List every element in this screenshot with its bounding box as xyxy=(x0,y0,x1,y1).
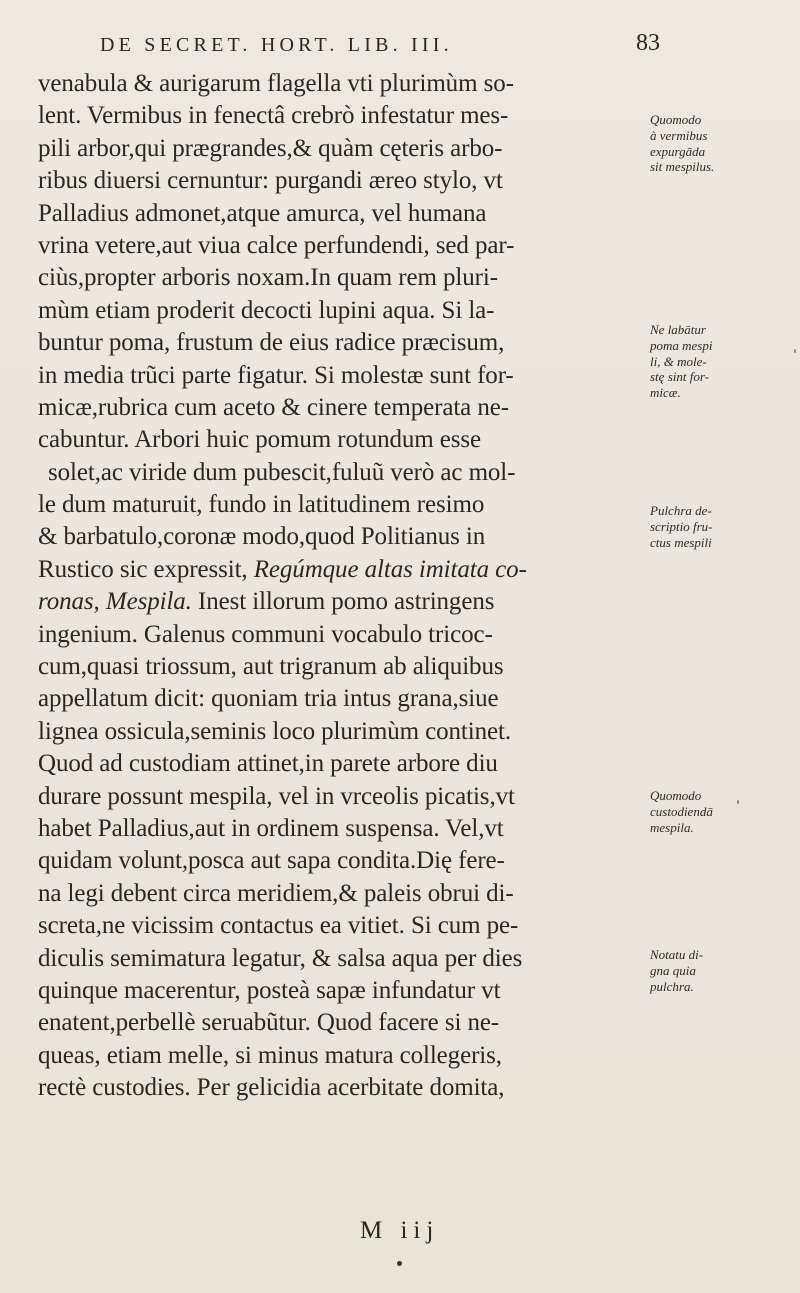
text-line: in media trũci parte figatur. Si molestæ sunt for- xyxy=(38,361,514,389)
text-line: screta,ne vicissim contactus ea vitiet. Si cum pe- xyxy=(38,912,519,940)
text-line: diculis semimatura legatur, & salsa aqua per dies xyxy=(38,944,523,972)
text-line: quidam volunt,posca aut sapa condita.Dię fere- xyxy=(38,847,505,875)
marginal-note xyxy=(650,503,790,550)
text-line: ciùs,propter arboris noxam.In quam rem pluri- xyxy=(38,264,498,292)
text-line: habet Palladius,aut in ordinem suspensa. Vel,vt xyxy=(38,814,504,842)
margin-line: poma mespi xyxy=(650,337,713,353)
text-line: mùm etiam proderit decocti lupini aqua. Si la- xyxy=(38,296,495,324)
margin-line: à vermibus xyxy=(650,127,708,143)
quoted-verse: Mespila. xyxy=(105,588,192,616)
margin-line: Ne labātur xyxy=(650,322,706,337)
signature-mark: M iij xyxy=(360,1217,440,1244)
text-line: enatent,perbellè seruabũtur. Quod facere si ne- xyxy=(38,1009,500,1037)
text-line: lent. Vermibus in fenectâ crebrò infestatur mes- xyxy=(38,102,509,130)
text-line-with-quote xyxy=(38,586,634,618)
text-segment: Rustico sic expressit, xyxy=(38,555,254,583)
text-line: ingenium. Galenus communi vocabulo tricoc- xyxy=(38,620,493,648)
margin-line: sit mespilus. xyxy=(650,159,715,175)
quoted-verse: ronas, xyxy=(38,588,106,616)
text-line: rectè custodies. Per gelicidia acerbitate domita, xyxy=(38,1074,505,1102)
text-segment: Inest illorum pomo astringens xyxy=(191,588,495,616)
margin-line: Notatu di- xyxy=(650,947,704,962)
text-line: ribus diuersi cernuntur: purgandi æreo stylo, vt xyxy=(38,167,503,195)
margin-line: stę sint for- xyxy=(650,369,709,385)
main-text xyxy=(38,68,634,1105)
text-line: solet,ac viride dum pubescit,fuluũ verò ac mol- xyxy=(48,458,516,486)
margin-line: scriptio fru- xyxy=(650,518,713,534)
text-line: Palladius admonet,atque amurca, vel humana xyxy=(38,199,487,227)
quoted-verse: Regúmque altas imitata co- xyxy=(253,555,527,583)
margin-line: ctus mespili xyxy=(650,534,712,550)
paper-speck xyxy=(737,800,739,804)
marginal-note xyxy=(650,947,790,994)
page-number: 83 xyxy=(636,30,660,56)
paper-speck xyxy=(794,349,796,353)
running-title: DE SECRET. HORT. LIB. III. xyxy=(100,34,453,56)
margin-line: Pulchra de- xyxy=(650,503,712,518)
text-line: queas, etiam melle, si minus matura collegeris, xyxy=(38,1041,502,1069)
text-line: durare possunt mespila, vel in vrceolis picatis,vt xyxy=(38,782,515,810)
margin-line: Quomodo xyxy=(650,112,702,127)
margin-line: micæ. xyxy=(650,385,681,401)
text-line-with-quote xyxy=(38,554,634,586)
text-line: quinque macerentur, posteà sapæ infundatur vt xyxy=(38,976,501,1004)
ink-dot xyxy=(397,1261,402,1266)
text-line: le dum maturuit, fundo in latitudinem resimo xyxy=(38,491,485,519)
text-line: micæ,rubrica cum aceto & cinere temperata ne- xyxy=(38,393,509,421)
text-line: & barbatulo,coronæ modo,quod Politianus in xyxy=(38,523,486,551)
text-line: buntur poma, frustum de eius radice præcisum, xyxy=(38,329,505,357)
text-line: lignea ossicula,seminis loco plurimùm continet. xyxy=(38,717,511,745)
text-line: na legi debent circa meridiem,& paleis obrui di- xyxy=(38,879,514,907)
text-line: cabuntur. Arbori huic pomum rotundum esse xyxy=(38,426,482,454)
marginal-note xyxy=(650,322,790,401)
margin-line: gna quia xyxy=(650,962,696,978)
text-line: appellatum dicit: quoniam tria intus grana,siue xyxy=(38,685,499,713)
running-head xyxy=(100,30,660,64)
margin-line: expurgāda xyxy=(650,143,706,159)
text-line: Quod ad custodiam attinet,in parete arbore diu xyxy=(38,750,498,778)
marginal-note xyxy=(650,788,790,835)
text-line: pili arbor,qui prægrandes,& quàm cęteris arbo- xyxy=(38,134,503,162)
margin-line: Quomodo xyxy=(650,788,702,803)
text-line: vrina vetere,aut viua calce perfundendi, sed par- xyxy=(38,231,515,259)
margin-line: mespila. xyxy=(650,819,694,835)
text-line: venabula & aurigarum flagella vti plurimùm so- xyxy=(38,70,514,97)
margin-line: li, & mole- xyxy=(650,353,707,369)
text-line: cum,quasi triossum, aut trigranum ab aliquibus xyxy=(38,653,504,681)
marginal-note xyxy=(650,112,790,175)
margin-line: pulchra. xyxy=(650,978,694,994)
margin-line: custodiendā xyxy=(650,803,713,819)
